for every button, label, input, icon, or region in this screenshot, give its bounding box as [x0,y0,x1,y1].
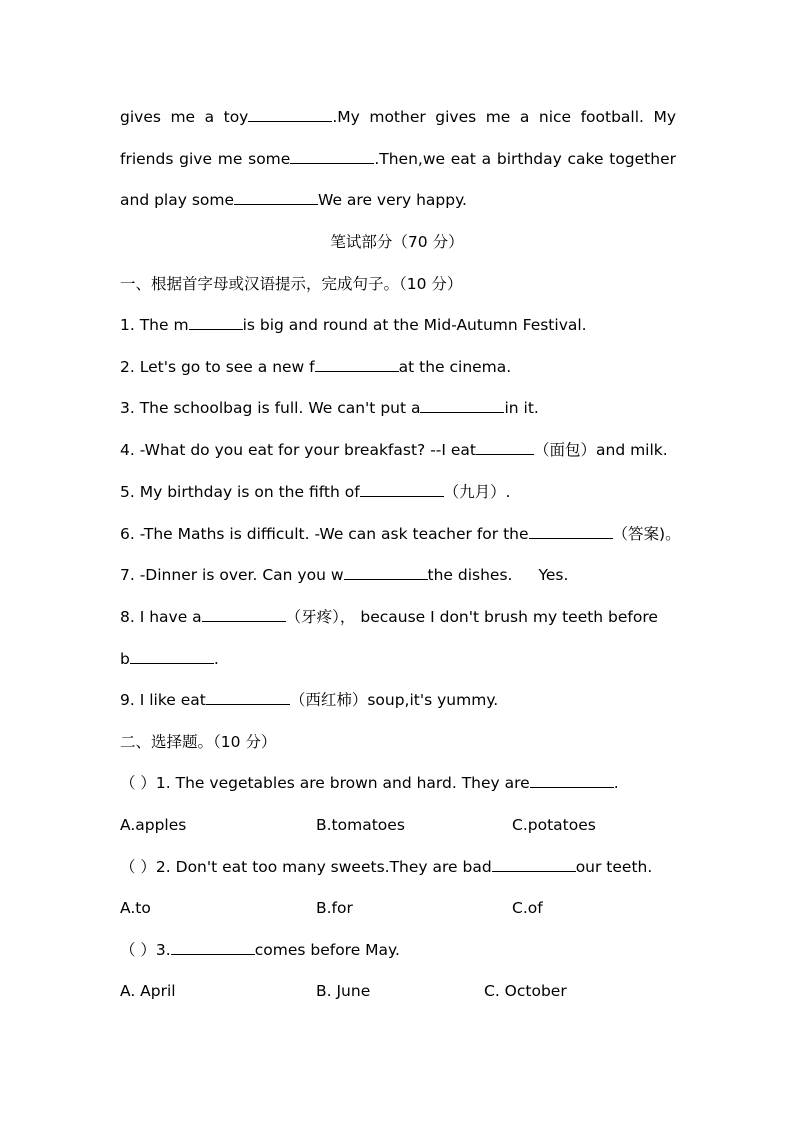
question-text: 7. -Dinner is over. Can you w [120,566,344,584]
question-text: our teeth. [575,858,653,876]
option-a[interactable]: A.apples [120,816,187,834]
question-text: . [613,774,619,792]
question-text: 4. -What do you eat for your breakfast? --I eat [120,441,476,459]
option-c[interactable]: C.potatoes [512,816,596,834]
question-text: in it. [504,399,539,417]
answer-blank[interactable] [492,857,576,872]
question-text: 9. I like eat [120,691,206,709]
question-text: （牙疼）， because I don't brush my teeth before [285,608,658,626]
option-b[interactable]: B.tomatoes [316,816,405,834]
option-b[interactable]: B. June [316,982,371,1000]
option-a[interactable]: A.to [120,899,151,917]
question-text: is big and round at the Mid-Autumn Festival. [242,316,587,334]
answer-blank[interactable] [529,524,613,539]
question-8-continued [120,649,676,669]
question-text: （西红柿）soup,it's yummy. [289,691,499,709]
question-text: . [213,650,219,668]
option-c[interactable]: C. October [484,982,567,1000]
question-3 [120,398,676,418]
question-text: b [120,650,130,668]
choice-question-3 [120,940,676,960]
question-4 [120,440,676,460]
question-text: 8. I have a [120,608,202,626]
section-2-heading: 二、选择题。（10 分） [120,733,277,751]
story-line-3 [120,190,676,210]
answer-blank[interactable] [248,107,332,122]
question-text: 3. The schoolbag is full. We can't put a [120,399,421,417]
option-b[interactable]: B.for [316,899,353,917]
choice-question-1 [120,773,676,793]
question-text: 1. The m [120,316,189,334]
question-text: （面包）and milk. [534,441,668,459]
answer-blank[interactable] [202,607,286,622]
question-5 [120,482,676,502]
question-text: （ ）1. The vegetables are brown and hard. They are [120,774,530,792]
option-c[interactable]: C.of [512,899,543,917]
question-text: （九月）. [443,483,511,501]
question-6 [120,524,681,544]
story-line-2 [120,149,676,169]
story-text: .Then,we eat a birthday cake together [374,150,676,168]
answer-blank[interactable] [315,357,399,372]
question-text: 6. -The Maths is difficult. -We can ask teacher for the [120,525,529,543]
story-text: We are very happy. [318,191,467,209]
story-text: and play some [120,191,235,209]
question-7 [120,565,676,585]
answer-blank[interactable] [189,315,243,330]
story-line-1 [120,107,676,127]
answer-blank[interactable] [171,940,255,955]
question-text: （ ）2. Don't eat too many sweets.They are bad [120,858,492,876]
question-text: （ ）3. [120,941,171,959]
question-text: 5. My birthday is on the fifth of [120,483,360,501]
story-text: gives me a toy [120,108,249,126]
story-text: friends give me some [120,150,291,168]
section-1-heading: 一、根据首字母或汉语提示，完成句子。（10 分） [120,275,463,293]
answer-blank[interactable] [420,398,504,413]
answer-blank[interactable] [206,690,290,705]
answer-blank[interactable] [290,149,374,164]
question-text: 2. Let's go to see a new f [120,358,315,376]
answer-blank[interactable] [360,482,444,497]
question-text: comes before May. [254,941,400,959]
choice-question-2 [120,857,676,877]
question-1 [120,315,676,335]
question-9 [120,690,676,710]
question-2 [120,357,676,377]
option-a[interactable]: A. April [120,982,176,1000]
question-text: （答案)。 [612,525,681,543]
answer-blank[interactable] [130,649,214,664]
answer-blank[interactable] [530,773,614,788]
answer-blank[interactable] [234,190,318,205]
written-part-title: 笔试部分（70 分） [330,233,464,251]
question-8 [120,607,676,627]
question-text: the dishes. [427,566,513,584]
question-text: at the cinema. [398,358,512,376]
story-text: .My mother gives me a nice football. My [332,108,677,126]
answer-blank[interactable] [344,565,428,580]
answer-blank[interactable] [476,440,534,455]
question-text: Yes. [538,566,569,584]
